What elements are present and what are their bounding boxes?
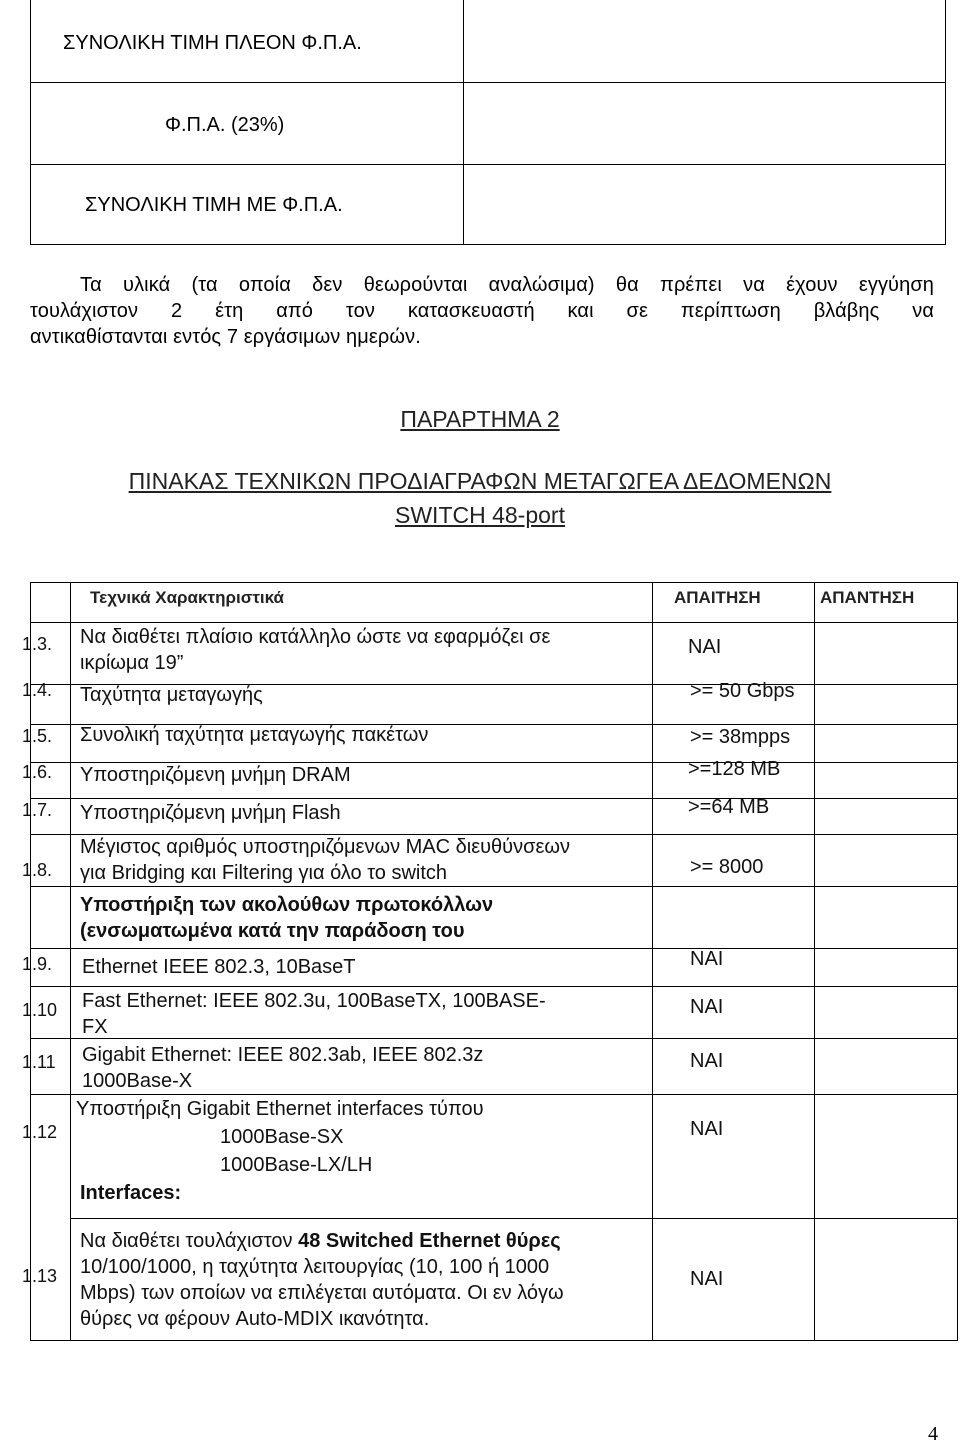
row-requirement: ΝΑΙ (690, 1268, 724, 1290)
paragraph-line: τουλάχιστον 2 έτη από τον κατασκευαστή και σε περίπτωση βλάβης να (30, 300, 934, 322)
protocols-heading: Υποστήριξη των ακολούθων πρωτοκόλλων (80, 894, 494, 916)
row-number: 1.7. (22, 800, 53, 820)
table-rule (814, 582, 815, 1340)
row-requirement: >= 38mpps (690, 726, 791, 748)
header-features: Τεχνικά Χαρακτηριστικά (90, 588, 284, 607)
row-requirement: ΝΑΙ (690, 996, 724, 1018)
row-number: 1.5. (22, 726, 53, 746)
row-description: Υποστήριξη Gigabit Ethernet interfaces τύπου (76, 1098, 484, 1120)
interfaces-heading: Interfaces: (80, 1182, 182, 1204)
appendix-subtitle-switch: SWITCH 48-port (395, 502, 565, 528)
table-rule (30, 1340, 958, 1341)
paragraph-line: αντικαθίστανται εντός 7 εργάσιμων ημερών. (30, 326, 421, 348)
table-rule (30, 798, 958, 799)
table-rule (30, 762, 958, 763)
summary-label: ΣΥΝΟΛΙΚΗ ΤΙΜΗ ΜΕ Φ.Π.Α. (85, 194, 343, 216)
row-description: Fast Ethernet: IEEE 802.3u, 100BaseTX, 100BASE- (82, 990, 546, 1012)
page-number: 4 (928, 1423, 938, 1445)
row-requirement: ΝΑΙ (690, 1118, 724, 1140)
row-description: ικρίωμα 19” (80, 652, 184, 674)
row-description: Υποστηριζόμενη μνήμη Flash (80, 802, 341, 824)
warranty-paragraph (30, 272, 934, 350)
row-description: θύρες να φέρουν Auto-MDIX ικανότητα. (80, 1308, 430, 1330)
row-description: Ταχύτητα μεταγωγής (80, 684, 263, 706)
header-answer: ΑΠΑΝΤΗΣΗ (820, 588, 915, 607)
row-number: 1.11 (22, 1052, 56, 1072)
summary-label: ΣΥΝΟΛΙΚΗ ΤΙΜΗ ΠΛΕΟΝ Φ.Π.Α. (63, 32, 362, 54)
row-description: FX (82, 1016, 108, 1038)
row-description: 1000Base-X (82, 1070, 193, 1092)
table-rule (30, 948, 958, 949)
summary-table (30, 0, 946, 245)
row-requirement: >=128 MB (688, 758, 781, 780)
table-rule (70, 1218, 958, 1219)
table-rule (30, 622, 958, 623)
table-rule (30, 886, 958, 887)
row-description: Gigabit Ethernet: IEEE 802.3ab, IEEE 802.3z (82, 1044, 484, 1066)
row-number: 1.6. (22, 762, 53, 782)
table-rule (652, 582, 653, 1340)
row-description: Συνολική ταχύτητα μεταγωγής πακέτων (80, 724, 429, 746)
row-description: Να διαθέτει πλαίσιο κατάλληλο ώστε να εφαρμόζει σε (80, 626, 551, 648)
protocols-heading: (ενσωματωμένα κατά την παράδοση του (80, 920, 465, 942)
row-number: 1.12 (22, 1122, 58, 1142)
row-description: Μέγιστος αριθμός υποστηριζόμενων MAC διευθύνσεων (80, 836, 570, 858)
row-number: 1.10 (22, 1000, 58, 1020)
row-number: 1.9. (22, 954, 53, 974)
row-description-text: Να διαθέτει τουλάχιστον (80, 1230, 299, 1252)
row-description: Mbps) των οποίων να επιλέγεται αυτόματα. Οι εν λόγω (80, 1282, 564, 1304)
row-number: 1.8. (22, 860, 53, 880)
row-requirement: >= 8000 (690, 856, 764, 878)
table-rule (30, 834, 958, 835)
row-requirement: ΝΑΙ (688, 636, 722, 658)
row-number: 1.4. (22, 680, 53, 700)
row-description: 10/100/1000, η ταχύτητα λειτουργίας (10, 100 ή 1000 (80, 1256, 550, 1278)
row-number: 1.3. (22, 634, 53, 654)
row-description: 1000Base-LX/LH (220, 1154, 373, 1176)
row-requirement: >= 50 Gbps (690, 680, 795, 702)
paragraph-line: Τα υλικά (τα οποία δεν θεωρούνται αναλώσιμα) θα πρέπει να έχουν εγγύηση (80, 274, 934, 296)
appendix-subtitle: ΠΙΝΑΚΑΣ ΤΕΧΝΙΚΩΝ ΠΡΟΔΙΑΓΡΑΦΩΝ ΜΕΤΑΓΩΓΕΑ ΔΕΔΟΜΕΝΩΝ (128, 468, 832, 494)
appendix-title: ΠΑΡΑΡΤΗΜΑ 2 (400, 406, 560, 432)
row-description: για Bridging και Filtering για όλο το switch (80, 862, 448, 884)
row-description (80, 1230, 561, 1253)
table-rule (957, 582, 958, 1340)
header-requirement: ΑΠΑΙΤΗΣΗ (674, 588, 761, 607)
summary-label: Φ.Π.Α. (23%) (165, 114, 285, 136)
spec-table (22, 582, 958, 1340)
row-description: Υποστηριζόμενη μνήμη DRAM (80, 764, 351, 786)
row-number: 1.13 (22, 1266, 58, 1286)
table-rule (70, 582, 71, 1340)
row-description: Ethernet IEEE 802.3, 10BaseT (82, 956, 356, 978)
table-rule (30, 1038, 958, 1039)
table-rule (30, 1094, 958, 1095)
row-requirement: >=64 MB (688, 796, 770, 818)
row-description-bold: 48 Switched Ethernet θύρες (298, 1230, 561, 1252)
table-rule (30, 582, 958, 583)
summary-divider (463, 0, 464, 244)
table-rule (30, 986, 958, 987)
row-requirement: ΝΑΙ (690, 1050, 724, 1072)
row-description: 1000Base-SX (220, 1126, 344, 1148)
row-requirement: ΝΑΙ (690, 948, 724, 970)
